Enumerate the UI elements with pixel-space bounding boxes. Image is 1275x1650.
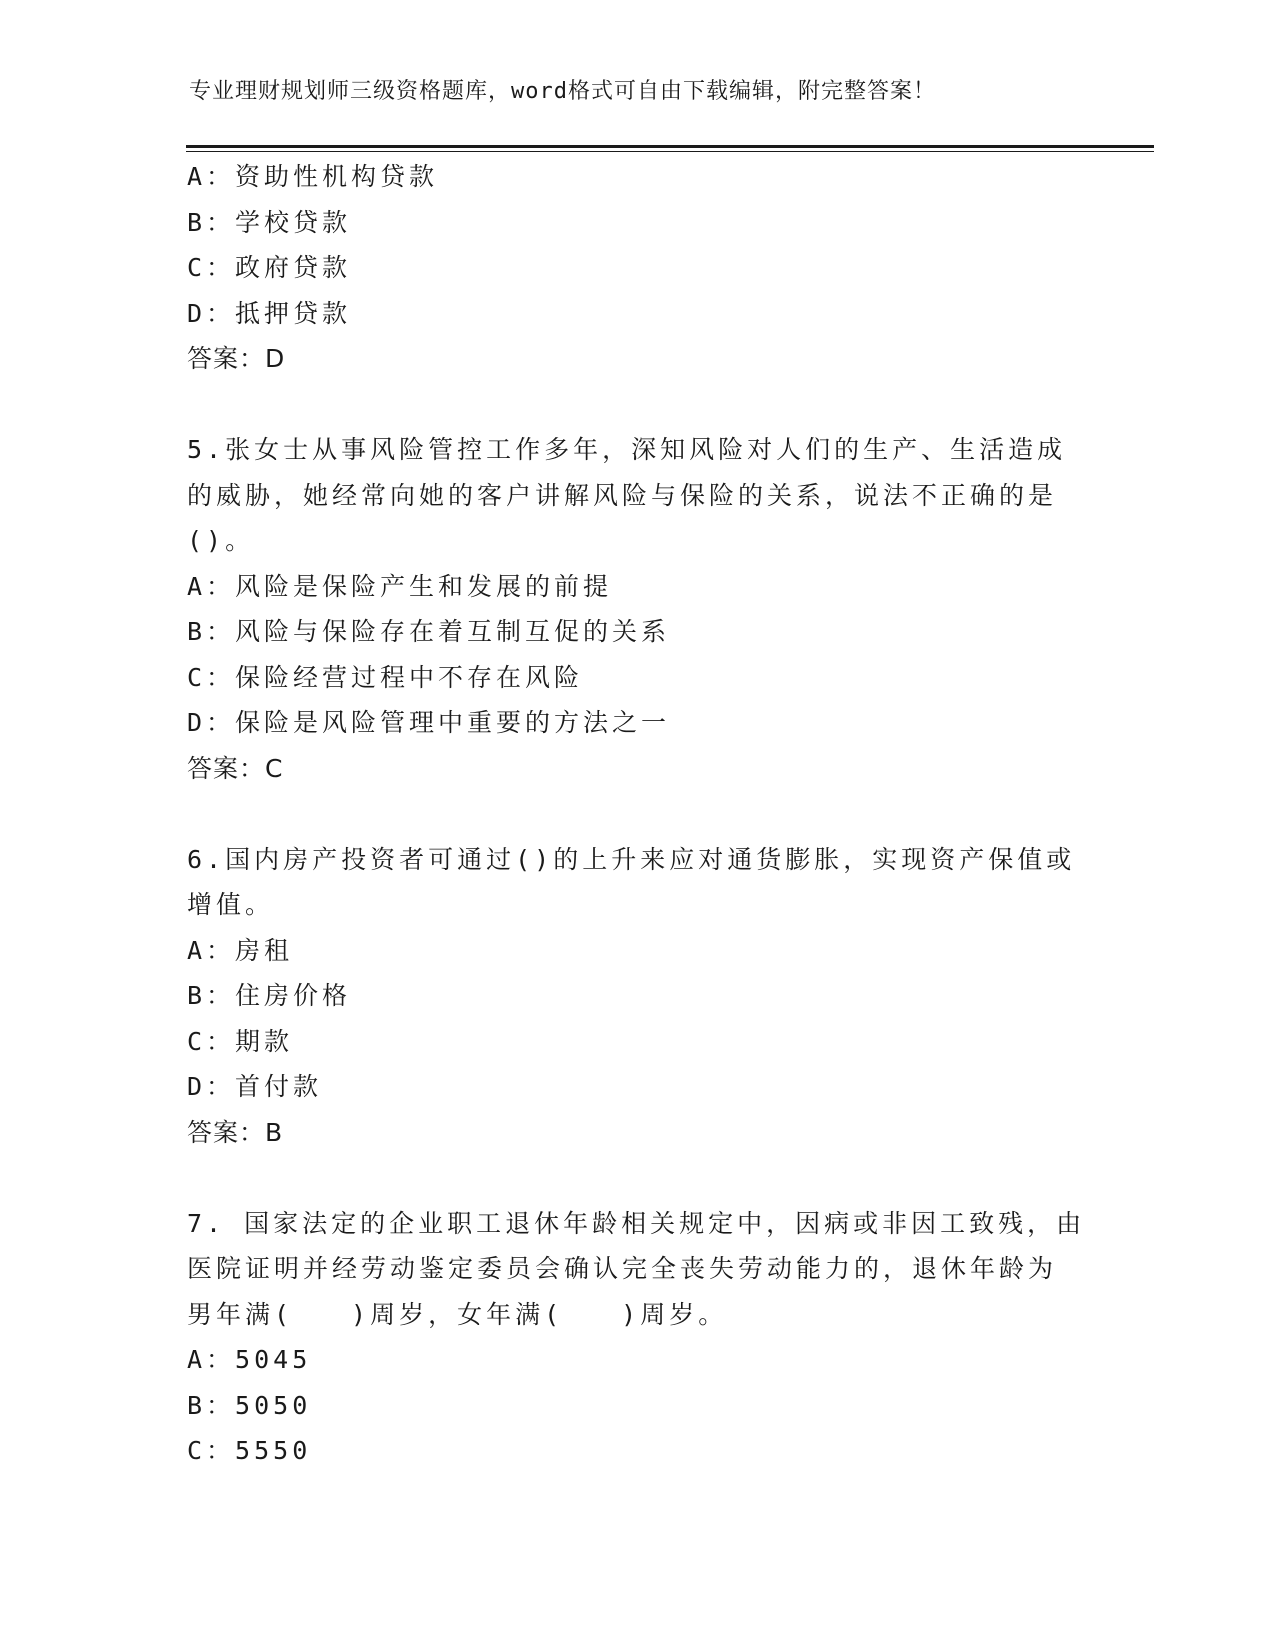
question-text-line: ()。 bbox=[187, 526, 255, 555]
question-text-line: 增值。 bbox=[187, 890, 275, 919]
question-text-line: 医院证明并经劳动鉴定委员会确认完全丧失劳动能力的，退休年龄为 bbox=[187, 1254, 1058, 1283]
question-text-line: 7. 国家法定的企业职工退休年龄相关规定中，因病或非因工致残，由 bbox=[187, 1208, 1086, 1238]
option-b: B：学校贷款 bbox=[187, 207, 352, 237]
option-b: B：住房价格 bbox=[187, 981, 352, 1010]
spacer bbox=[187, 382, 1087, 428]
question-block bbox=[187, 1201, 1087, 1474]
answer-line: 答案：D bbox=[187, 344, 286, 373]
question-text-line: 5.张女士从事风险管控工作多年，深知风险对人们的生产、生活造成 bbox=[187, 435, 1067, 464]
spacer bbox=[187, 1155, 1087, 1201]
page-header: 专业理财规划师三级资格题库，word格式可自由下载编辑，附完整答案！ bbox=[189, 79, 936, 104]
question-list bbox=[187, 154, 1087, 1474]
header-rule-thin bbox=[186, 151, 1154, 152]
question-block bbox=[187, 427, 1087, 791]
option-a: A：5045 bbox=[187, 1345, 312, 1374]
option-a: A：资助性机构贷款 bbox=[187, 162, 439, 191]
answer-line: 答案：B bbox=[187, 1117, 284, 1147]
spacer bbox=[187, 791, 1087, 837]
option-c: C：保险经营过程中不存在风险 bbox=[187, 662, 584, 692]
option-c: C：期款 bbox=[187, 1026, 294, 1056]
option-a: A：风险是保险产生和发展的前提 bbox=[187, 571, 613, 601]
question-text-line: 的威胁，她经常向她的客户讲解风险与保险的关系，说法不正确的是 bbox=[187, 480, 1058, 510]
question-block bbox=[187, 154, 1087, 382]
answer-line: 答案：C bbox=[187, 753, 284, 783]
option-d: D：保险是风险管理中重要的方法之一 bbox=[187, 708, 671, 737]
header-rule-thick bbox=[186, 145, 1154, 148]
option-c: C：政府贷款 bbox=[187, 253, 352, 282]
question-block bbox=[187, 837, 1087, 1156]
question-text-line: 6.国内房产投资者可通过()的上升来应对通货膨胀，实现资产保值或 bbox=[187, 844, 1076, 874]
option-a: A：房租 bbox=[187, 935, 294, 965]
option-d: D：抵押贷款 bbox=[187, 298, 352, 328]
option-d: D：首付款 bbox=[187, 1072, 323, 1101]
question-text-line: 男年满( )周岁，女年满( )周岁。 bbox=[187, 1299, 728, 1329]
option-c: C：5550 bbox=[187, 1436, 312, 1465]
option-b: B：风险与保险存在着互制互促的关系 bbox=[187, 617, 671, 646]
option-b: B：5050 bbox=[187, 1390, 312, 1420]
